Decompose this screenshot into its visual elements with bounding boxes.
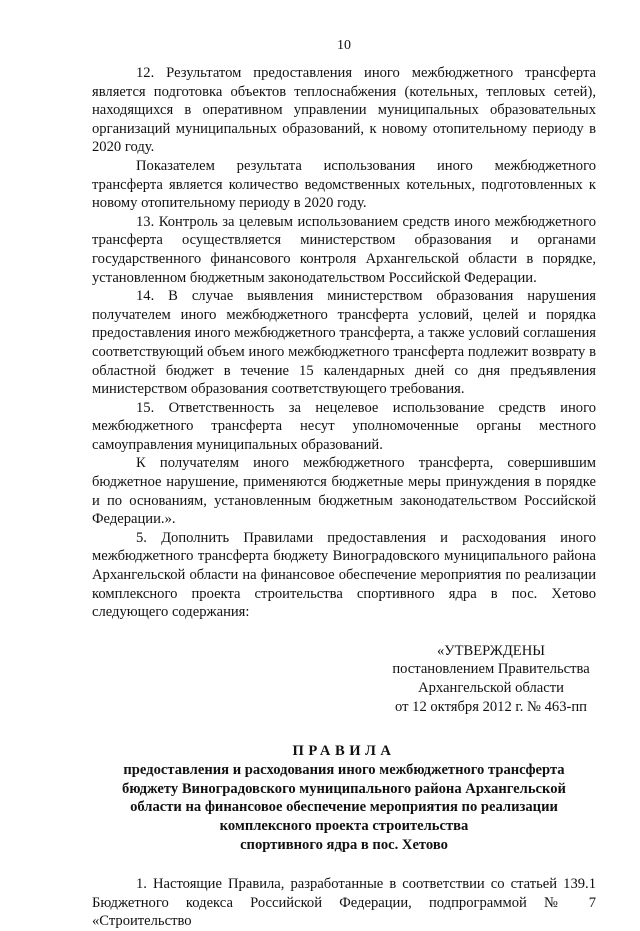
rules-subtitle: [92, 761, 596, 854]
subtitle-line: области на финансовое обеспечение мероприятия по реализации: [130, 799, 558, 816]
paragraph-12: 12. Результатом предоставления иного межбюджетного трансферта является подготовка объектов теплоснабжения (котельных, тепловых сетей), находящихся в оперативном управлении муниципальных образовательных организаций муниципальных образований, к новому отопительному периоду в 2020 году.: [92, 65, 596, 156]
paragraph-5: 5. Дополнить Правилами предоставления и расходования иного межбюджетного трансферта бюджету Виноградовского муниципального района Архангельской области на финансовое обеспечение мероприятия по реализации комплексного проекта строительства спортивного ядра в пос. Хетово следующего содержания:: [92, 529, 596, 621]
approval-line: от 12 октября 2012 г. № 463-пп: [395, 698, 587, 715]
rules-title: ПРАВИЛА: [292, 743, 396, 760]
page-number: 10: [337, 38, 351, 53]
rules-paragraph-1: 1. Настоящие Правила, разработанные в соответствии со статьей 139.1 Бюджетного кодекса Российской Федерации, подпрограммой № 7 «Строительство: [92, 876, 596, 930]
approval-block: [92, 642, 606, 716]
subtitle-line: спортивного ядра в пос. Хетово: [240, 836, 448, 853]
approval-line: Архангельской области: [418, 680, 564, 696]
paragraph-budget-violation: К получателям иного межбюджетного трансферта, совершившим бюджетное нарушение, применяются бюджетные меры принуждения в порядке и по основаниям, установленным бюджетным законодательством Российской Федерации.».: [92, 455, 596, 528]
paragraph-result-indicator: Показателем результата использования иного межбюджетного трансферта является количество ведомственных котельных, подготовленных к новому отопительному периоду в 2020 году.: [92, 157, 596, 212]
subtitle-line: бюджету Виноградовского муниципального района Архангельской: [122, 780, 566, 797]
approval-line: постановлением Правительства: [392, 661, 590, 678]
subtitle-line: комплексного проекта строительства: [219, 817, 469, 834]
paragraph-14: 14. В случае выявления министерством образования нарушения получателем иного межбюджетного трансферта условий, целей и порядка предоставления иного межбюджетного трансферта, а также условий соглашения соответствующий объем иного межбюджетного трансферта подлежит возврату в областной бюджет в течение 15 календарных дней со дня предъявления министерством образования соответствующего требования.: [92, 288, 596, 398]
subtitle-line: предоставления и расходования иного межбюджетного трансферта: [123, 762, 565, 779]
approval-line: «УТВЕРЖДЕНЫ: [436, 642, 545, 659]
paragraph-15: 15. Ответственность за нецелевое использование средств иного межбюджетного трансферта несут уполномоченные органы местного самоуправления муниципальных образований.: [92, 399, 596, 453]
paragraph-13: 13. Контроль за целевым использованием средств иного межбюджетного трансферта осуществляется министерством образования и органами государственного финансового контроля Архангельской области в порядке, установленном бюджетным законодательством Российской Федерации.: [92, 213, 596, 286]
